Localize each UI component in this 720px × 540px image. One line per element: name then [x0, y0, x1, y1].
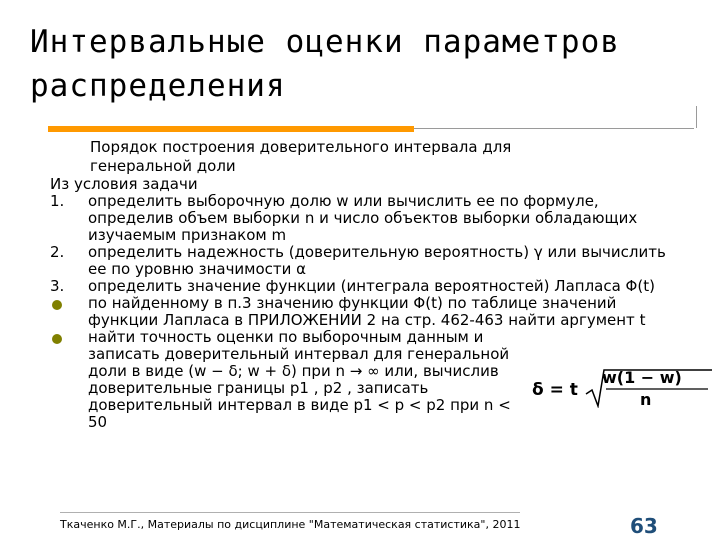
list-item: [20, 193, 680, 244]
list-item: [20, 329, 680, 431]
slide-subtitle: Порядок построения доверительного интервала для генеральной доли: [90, 138, 512, 175]
list-item-text: определить значение функции (интеграла вероятностей) Лапласа Φ(t): [88, 277, 655, 295]
list-item-text: определить выборочную долю w или вычислить ее по формуле, определив объем выборки n и число объектов выборки обладающих изучаемым признаком m: [88, 192, 638, 244]
list-number: 1.: [50, 192, 65, 210]
list-item-text: по найденному в п.3 значению функции Φ(t) по таблице значений функции Лапласа в ПРИЛОЖЕНИИ 2 на стр. 462-463 найти аргумент t: [88, 294, 646, 329]
title-corner-rule: [696, 106, 697, 128]
page-number: 63: [630, 514, 658, 538]
list-item-text: найти точность оценки по выборочным данным и записать доверительный интервал для генеральной доли в виде (w − δ; w + δ) при n → ∞ или, вычислив доверительные границы p1 , p2 , записать доверительный интервал в виде p1 < p < p2 при n < 50: [88, 328, 511, 431]
footer-text: Ткаченко М.Г., Материалы по дисциплине "Математическая статистика", 2011: [60, 518, 521, 531]
slide-body: [20, 176, 680, 431]
list-item-text: определить надежность (доверительную вероятность) γ или вычислить ее по уровню значимости α: [88, 243, 666, 278]
list-item: [20, 295, 680, 329]
intro-line: Из условия задачи: [50, 175, 198, 193]
list-number: 3.: [50, 277, 65, 295]
list-number: 2.: [50, 243, 65, 261]
formula-numerator: w(1 − w): [602, 368, 682, 387]
list-item: [20, 278, 680, 295]
list-item: [20, 244, 680, 278]
footer-divider: [60, 512, 520, 513]
formula-lhs: δ = t: [532, 380, 578, 400]
bullet-icon: [52, 300, 62, 310]
bullet-icon: [52, 334, 62, 344]
slide-title: Интервальные оценки параметров распределения: [30, 24, 620, 104]
formula-denominator: n: [640, 390, 652, 409]
title-underline-rule: [414, 128, 694, 129]
title-underline-accent: [48, 126, 414, 132]
